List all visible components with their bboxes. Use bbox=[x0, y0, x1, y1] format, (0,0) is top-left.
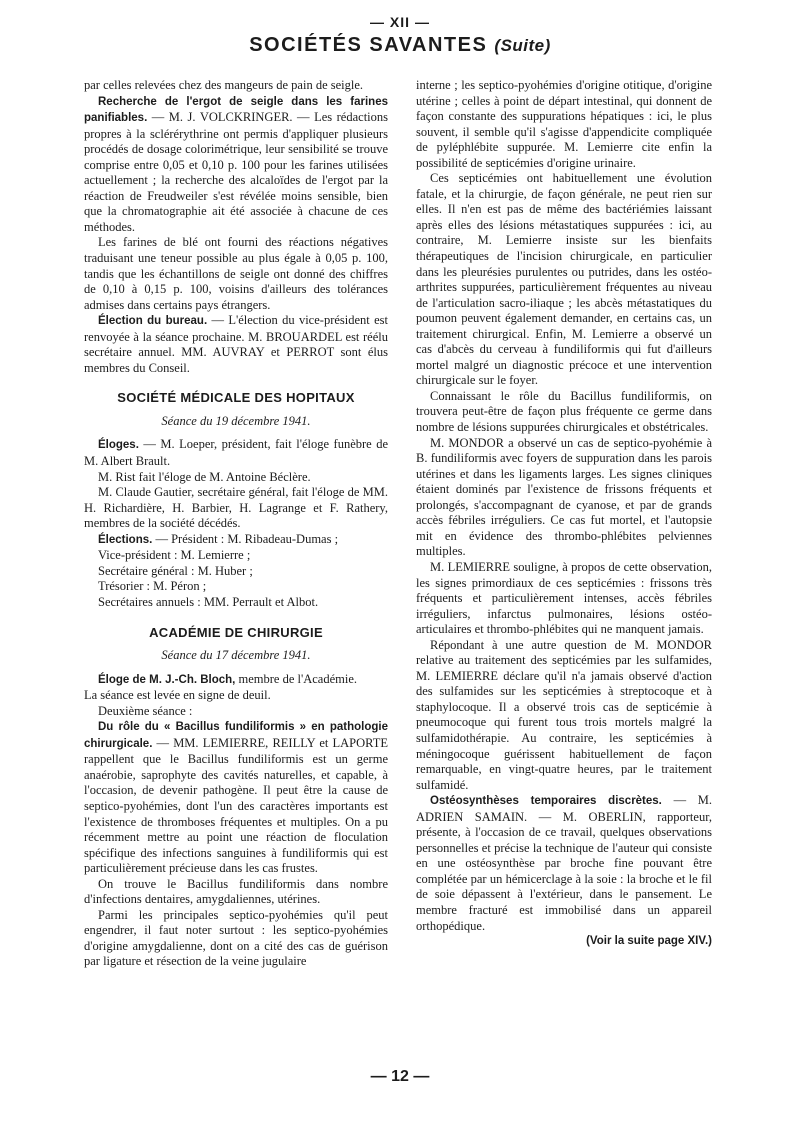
paragraph: Parmi les principales septico-pyohémies qu'il peut engendrer, il faut noter surtout : les septico-pyohémies d'origine amygdalienne, dont on a cité des cas de guérison par ligature et résection de la veine jugulaire bbox=[84, 907, 388, 969]
ergot-heading: Recherche de l'ergot de seigle dans les farines panifiables. bbox=[84, 95, 388, 125]
list-item: Trésorier : M. Péron ; bbox=[98, 579, 207, 594]
elections-heading: Élections. bbox=[98, 533, 153, 546]
ergot-paragraph bbox=[84, 94, 388, 236]
right-column bbox=[416, 78, 712, 950]
paragraph: interne ; les septico-pyohémies d'origine otitique, d'origine utérine ; celles à point de départ intestinal, qui donnent de façon constante des suppurations hépatiques : ici, le plus souvent, il semble qu'il s'agisse d'appendicite compliquée de pyléphlébite suppurée. M. Lemierre cite enfin la possibilité de septicémies d'origine urinaire. bbox=[416, 78, 712, 170]
election-heading: Élection du bureau. bbox=[98, 315, 208, 328]
paragraph: M. Claude Gautier, secrétaire général, fait l'éloge de MM. H. Richardière, H. Barbier, H. Lagrange et F. Rathery, membres de la société décédés. bbox=[84, 485, 388, 531]
eloges-text: — M. Loeper, président, fait l'éloge funèbre de M. Albert Brault. bbox=[84, 437, 388, 469]
paragraph: La séance est levée en signe de deuil. bbox=[84, 688, 271, 703]
spacer bbox=[84, 664, 388, 672]
osteo-heading: Ostéosynthèses temporaires discrètes. bbox=[430, 795, 662, 808]
paragraph: Connaissant le rôle du Bacillus fundiliformis, on trouvera peut-être de façon plus fréquente ce germe dans nombre de lésions suppurées chirurgicales et obstétricales. bbox=[416, 388, 712, 435]
paragraph: Répondant à une autre question de M. MONDOR relative au traitement des septicémies par les sulfamides, M. LEMIERRE déclare qu'il n'a jamais observé d'action des sulfamides sur les septicémies à streptocoque et à staphylocoque. Il a observé trois cas de septicémie à pneumocoque qui furent tous trois mortels malgré la sulfamidothérapie. Au contraire, les septicémies à méningocoque guérissent habituellement de façon remarquable, en vingt-quatre heures, par le traitement sulfamidé. bbox=[416, 637, 712, 792]
paragraph: par celles relevées chez des mangeurs de pain de seigle. bbox=[84, 78, 364, 92]
seance-date: Séance du 17 décembre 1941. bbox=[161, 648, 311, 663]
osteo-text: — M. ADRIEN SAMAIN. — M. OBERLIN, rapporteur, présente, à l'occasion de ce travail, quelques observations personnelles et précise la technique de l'auteur qui consiste en une ostéosynthèse par broche fine pouvant être complétée par un hémicerclage à la soie : la broche et le fil de soie dépassent à l'extérieur, dans le pansement. Le membre fracturé est immobilisé dans un appareil orthopédique. bbox=[416, 793, 712, 933]
elections-text: — Président : M. Ribadeau-Dumas ; bbox=[152, 531, 339, 546]
section-title-smh: SOCIÉTÉ MÉDICALE DES HOPITAUX bbox=[117, 390, 355, 406]
bloch-paragraph bbox=[84, 672, 388, 689]
election-paragraph bbox=[84, 313, 388, 376]
role-heading: Du rôle du « Bacillus fundiliformis » en pathologie chirurgicale. bbox=[84, 721, 388, 750]
ergot-text: — M. J. VOLCKRINGER. — Les rédactions propres à la sclérérythrine ont permis d'appliquer plusieurs procédés de dosage colorimétrique, leur sensibilité se trouve comprise entre 0,05 et 0,10 p. 100 pour les farines utilisées actuellement ; la recherche des alcaloïdes de l'ergot par la réaction de Freudweiler s'est révélée moins sensible, bien que la chromatographie ait été associée à chacune de ces méthodes. bbox=[84, 110, 388, 234]
page-number: — 12 — bbox=[370, 1068, 430, 1085]
role-paragraph bbox=[84, 719, 388, 876]
paragraph: M. MONDOR a observé un cas de septico-pyohémie à B. fundiliformis avec foyers de suppuration dans les parois utérines et dans les ligaments larges. Les signes cliniques étaient dominés par l'existence de frissons fréquents et prolongés, s'accompagnant de cyanose, et par de grands accès fébriles irréguliers. Ce cas fut mortel, et l'autopsie mit en évidence des thrombo-phlébites pelviennes multiples. bbox=[416, 435, 712, 559]
bloch-text: membre de l'Académie. bbox=[235, 671, 358, 686]
paragraph: Les farines de blé ont fourni des réactions négatives traduisant une teneur possible au plus égale à 0,05 p. 100, tandis que les échantillons de seigle ont donné des chiffres de 0,10 à 0,15 p. 100, voisins d'ailleurs des tolérances admises dans certains pays étrangers. bbox=[84, 235, 388, 312]
spacer bbox=[84, 429, 388, 437]
eloges-paragraph bbox=[84, 437, 388, 469]
election-text: — L'élection du vice-président est renvoyée à la séance prochaine. M. BROUARDEL est réélu secrétaire annuel. MM. AUVRAY et PERROT sont élus membres du Conseil. bbox=[84, 313, 388, 375]
seance-date: Séance du 19 décembre 1941. bbox=[161, 413, 311, 428]
list-item: Secrétaire général : M. Huber ; bbox=[98, 563, 253, 578]
eloges-heading: Éloges. bbox=[98, 439, 139, 452]
elections-paragraph bbox=[84, 532, 388, 549]
section-title-academie: ACADÉMIE DE CHIRURGIE bbox=[149, 624, 323, 640]
continued-notice: (Voir la suite page XIV.) bbox=[586, 935, 712, 948]
section-header bbox=[0, 34, 800, 57]
spacer bbox=[84, 406, 388, 414]
paragraph: Deuxième séance : bbox=[98, 703, 193, 718]
header-suite: (Suite) bbox=[494, 36, 551, 55]
spacer bbox=[84, 376, 388, 390]
paragraph: M. LEMIERRE souligne, à propos de cette observation, les signes primordiaux de ces septicémies : frissons très fréquents et particulièrement intenses, accès fébriles irréguliers, infarctus pulmonaires, lésions ostéo-articulaires et thrombo-phlébites qui ne manquent jamais. bbox=[416, 559, 712, 637]
paragraph: M. Rist fait l'éloge de M. Antoine Béclère. bbox=[98, 469, 311, 484]
roman-page-number: — XII — bbox=[370, 14, 430, 30]
bloch-heading: Éloge de M. J.-Ch. Bloch, bbox=[98, 673, 236, 686]
paragraph: On trouve le Bacillus fundiliformis dans nombre d'infections dentaires, amygdaliennes, utérines. bbox=[84, 876, 388, 907]
list-item: Secrétaires annuels : MM. Perrault et Albot. bbox=[98, 594, 319, 609]
spacer bbox=[84, 611, 388, 625]
role-text: — MM. LEMIERRE, REILLY et LAPORTE rappellent que le Bacillus fundiliformis est un germe anaérobie, saprophyte des cavités naturelles, et capable, à l'occasion, de devenir pathogène. Il peut être la cause de septico-pyohémies, dont l'un des caractères importants est l'existence de thromboses fréquentes et multiples. On a pu récemment mettre au point une réaction de floculation spécifique des infections sanguines à fundiliformis qui est particulièrement précieuse dans les cas frustes. bbox=[84, 735, 388, 876]
paragraph: Ces septicémies ont habituellement une évolution fatale, et la chirurgie, de façon générale, ne peut rien sur elles. Il n'en est pas de même des bactériémies laissant après elles des lésions métastatiques suppurées : ici, au contraire, M. Lemierre insiste sur les bienfaits thérapeutiques de l'incision chirurgicale, en particulier dans les pleurésies purulentes ou putrides, dans les ostéo-arthrites suppurées, particulièrement fréquentes au niveau de l'articulation sacro-iliaque ; les abcès métastatiques du poumon peuvent également demander, en certains cas, un traitement chirurgical. Enfin, M. Lemierre a observé un cas d'abcès du cerveau à fundiliformis qui fut d'ailleurs mortel malgré un diagnostic précoce et une intervention chirurgicale sur le foyer. bbox=[416, 171, 712, 388]
list-item: Vice-président : M. Lemierre ; bbox=[98, 548, 251, 563]
left-column bbox=[84, 78, 388, 970]
osteo-paragraph bbox=[416, 793, 712, 934]
header-title: SOCIÉTÉS SAVANTES bbox=[249, 34, 488, 56]
spacer bbox=[84, 640, 388, 648]
